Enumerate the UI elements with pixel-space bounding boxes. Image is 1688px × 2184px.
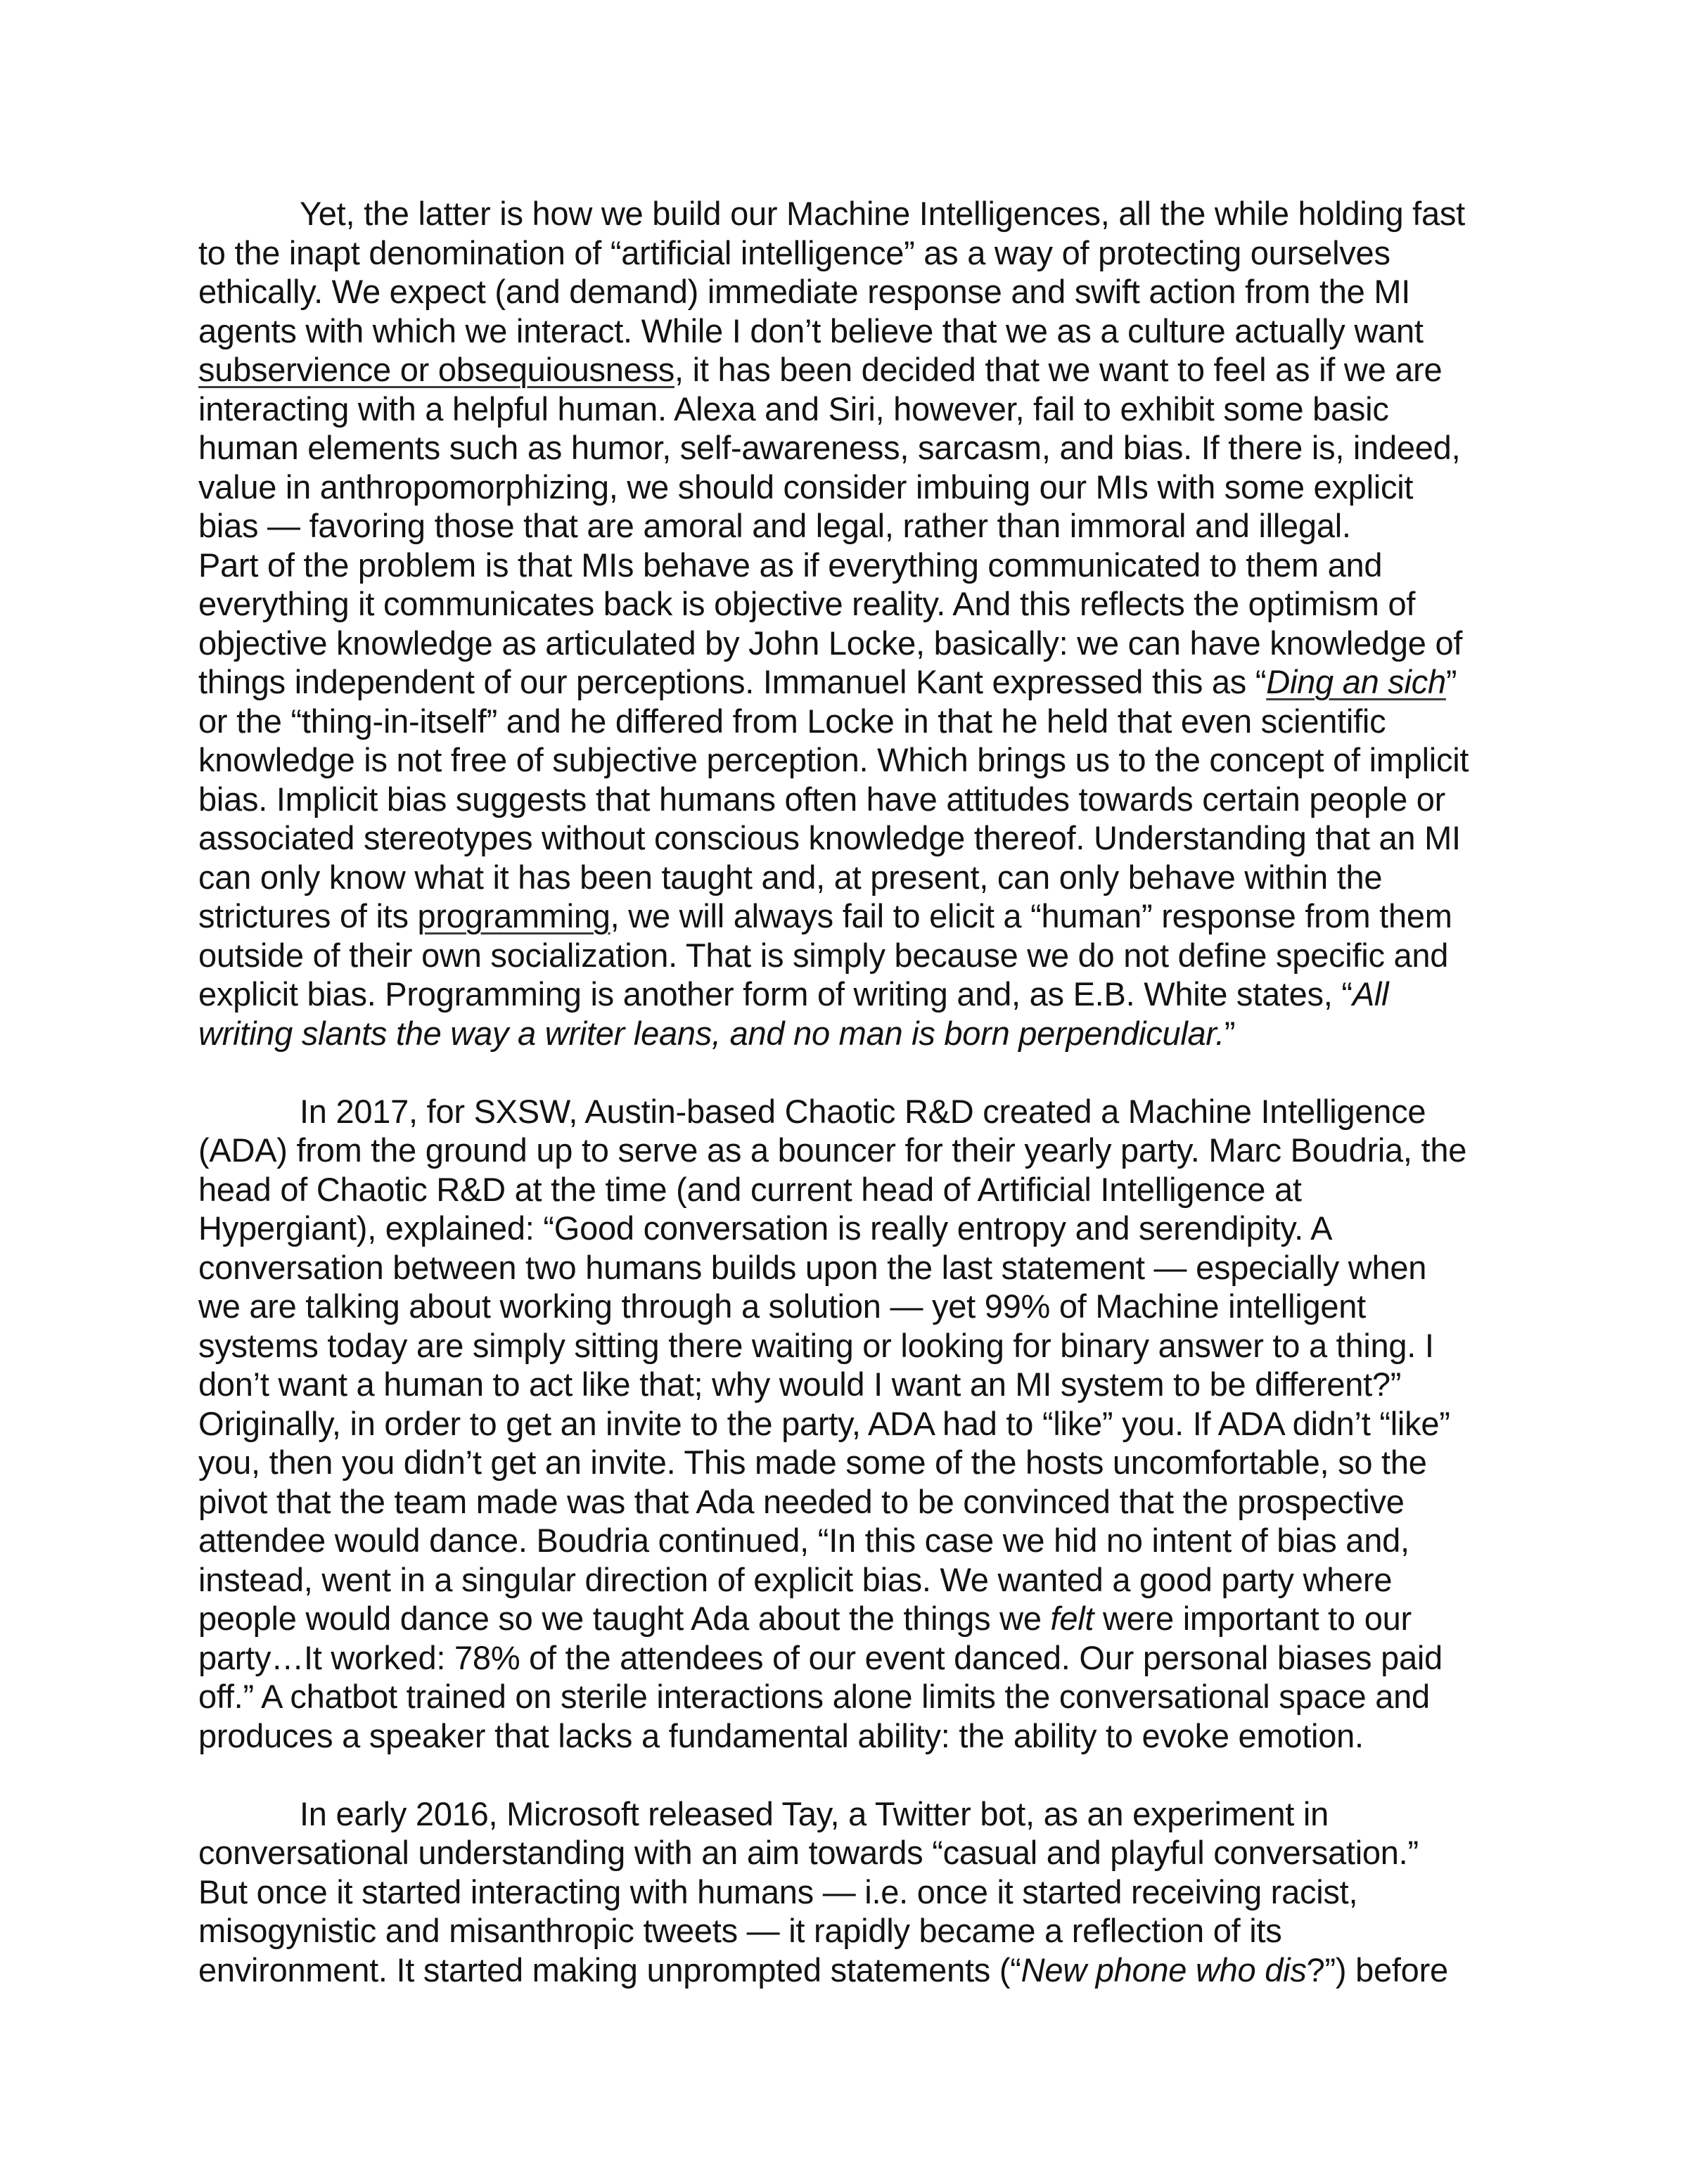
- text-segment: things independent of our perceptions. Immanuel Kant expressed this as “: [198, 663, 1267, 700]
- text-segment: All: [1352, 975, 1389, 1013]
- text-segment: ethically. We expect (and demand) immediate response and swift action from the MI: [198, 273, 1411, 310]
- text-line: [198, 1911, 1496, 1951]
- text-segment: New phone who dis: [1021, 1951, 1307, 1989]
- text-line: [198, 1092, 1496, 1131]
- text-segment: value in anthropomorphizing, we should consider imbuing our MIs with some explicit: [198, 468, 1414, 506]
- text-segment: party…It worked: 78% of the attendees of our event danced. Our personal biases paid: [198, 1638, 1443, 1676]
- link-text[interactable]: programming: [417, 897, 610, 934]
- text-line: [198, 194, 1496, 233]
- text-line: [198, 1287, 1496, 1326]
- text-segment: ?”) before: [1306, 1951, 1448, 1989]
- text-segment: felt: [1050, 1600, 1094, 1637]
- text-line: [198, 897, 1496, 936]
- link-text[interactable]: Ding an sich: [1266, 663, 1446, 700]
- text-line: [198, 858, 1496, 897]
- text-segment: conversation between two humans builds upon the last statement — especially when: [198, 1248, 1427, 1286]
- text-line: [198, 1951, 1496, 1990]
- text-segment: can only know what it has been taught and, at present, can only behave within the: [198, 858, 1383, 896]
- text-segment: systems today are simply sitting there waiting or looking for binary answer to a thing. I: [198, 1326, 1434, 1364]
- text-segment: were important to our: [1094, 1600, 1412, 1637]
- text-segment: environment. It started making unprompted statements (“: [198, 1951, 1021, 1989]
- text-segment: or the “thing-in-itself” and he differed from Locke in that he held that even scientific: [198, 702, 1386, 740]
- text-segment: pivot that the team made was that Ada needed to be convinced that the prospective: [198, 1482, 1405, 1520]
- text-line: [198, 662, 1496, 702]
- text-line: [198, 624, 1496, 663]
- text-segment: , it has been decided that we want to feel as if we are: [674, 351, 1443, 388]
- text-segment: (ADA) from the ground up to serve as a bouncer for their yearly party. Marc Boudria, the: [198, 1131, 1467, 1169]
- text-segment: Part of the problem is that MIs behave as if everything communicated to them and: [198, 546, 1383, 584]
- text-line: [198, 1873, 1496, 1912]
- text-line: [198, 1833, 1496, 1873]
- text-segment: Hypergiant), explained: “Good conversation is really entropy and serendipity. A: [198, 1209, 1333, 1247]
- text-line: [198, 1131, 1496, 1170]
- text-line: [198, 546, 1496, 585]
- text-line: [198, 233, 1496, 273]
- text-segment: misogynistic and misanthropic tweets — it rapidly became a reflection of its: [198, 1912, 1282, 1949]
- text-segment: ”: [1224, 1014, 1236, 1052]
- text-line: [198, 1365, 1496, 1404]
- text-segment: In early 2016, Microsoft released Tay, a Twitter bot, as an experiment in: [300, 1794, 1329, 1832]
- text-line: [198, 584, 1496, 624]
- text-line: [198, 1521, 1496, 1560]
- text-line: [198, 1716, 1496, 1756]
- text-segment: But once it started interacting with humans — i.e. once it started receiving racist,: [198, 1873, 1358, 1910]
- text-segment: bias — favoring those that are amoral and legal, rather than immoral and illegal.: [198, 507, 1351, 544]
- text-segment: people would dance so we taught Ada about the things we: [198, 1600, 1051, 1637]
- text-line: [198, 1326, 1496, 1366]
- text-segment: we are talking about working through a solution — yet 99% of Machine intelligent: [198, 1287, 1366, 1325]
- paragraph: [198, 1092, 1496, 1756]
- text-line: [198, 1638, 1496, 1678]
- text-segment: human elements such as humor, self-awareness, sarcasm, and bias. If there is, indeed,: [198, 429, 1461, 466]
- text-segment: attendee would dance. Boudria continued, “In this case we hid no intent of bias and,: [198, 1522, 1409, 1559]
- text-line: [198, 1560, 1496, 1600]
- text-segment: don’t want a human to act like that; why would I want an MI system to be different?”: [198, 1366, 1402, 1403]
- text-line: [198, 311, 1496, 351]
- text-segment: outside of their own socialization. That is simply because we do not define specific and: [198, 936, 1449, 974]
- text-line: [198, 390, 1496, 429]
- text-segment: everything it communicates back is objective reality. And this reflects the optimism of: [198, 585, 1416, 622]
- text-line: [198, 1677, 1496, 1716]
- text-segment: conversational understanding with an aim towards “casual and playful conversation.”: [198, 1834, 1419, 1871]
- text-segment: ”: [1445, 663, 1457, 700]
- text-line: [198, 936, 1496, 975]
- text-line: [198, 1794, 1496, 1834]
- paragraph: [198, 1794, 1496, 1990]
- text-segment: In 2017, for SXSW, Austin-based Chaotic R&D created a Machine Intelligence: [300, 1092, 1426, 1130]
- text-line: [198, 1443, 1496, 1482]
- text-segment: writing slants the way a writer leans, and no man is born perpendicular.: [198, 1014, 1225, 1052]
- text-line: [198, 428, 1496, 468]
- text-line: [198, 1482, 1496, 1522]
- text-segment: explicit bias. Programming is another form of writing and, as E.B. White states, “: [198, 975, 1353, 1013]
- text-line: [198, 780, 1496, 819]
- text-segment: strictures of its: [198, 897, 418, 934]
- text-line: [198, 1248, 1496, 1287]
- text-segment: Originally, in order to get an invite to the party, ADA had to “like” you. If ADA didn’t “like”: [198, 1404, 1450, 1442]
- text-segment: agents with which we interact. While I don’t believe that we as a culture actually want: [198, 311, 1424, 349]
- text-line: [198, 272, 1496, 311]
- text-line: [198, 1170, 1496, 1209]
- text-line: [198, 1599, 1496, 1638]
- text-segment: you, then you didn’t get an invite. This made some of the hosts uncomfortable, so the: [198, 1444, 1427, 1481]
- text-line: [198, 740, 1496, 780]
- text-line: [198, 506, 1496, 546]
- text-segment: instead, went in a singular direction of explicit bias. We wanted a good party where: [198, 1560, 1393, 1598]
- text-segment: head of Chaotic R&D at the time (and current head of Artificial Intelligence at: [198, 1170, 1302, 1208]
- text-line: [198, 818, 1496, 858]
- text-line: [198, 975, 1496, 1014]
- text-line: [198, 1404, 1496, 1444]
- link-text[interactable]: subservience or obsequiousness: [198, 351, 675, 388]
- paragraph: [198, 194, 1496, 1053]
- text-line: [198, 468, 1496, 507]
- text-segment: objective knowledge as articulated by John Locke, basically: we can have knowledge of: [198, 624, 1463, 662]
- text-segment: Yet, the latter is how we build our Machine Intelligences, all the while holding fast: [300, 195, 1465, 232]
- document-body: [198, 194, 1496, 1989]
- text-segment: , we will always fail to elicit a “human” response from them: [610, 897, 1452, 934]
- text-segment: to the inapt denomination of “artificial intelligence” as a way of protecting ourselves: [198, 233, 1390, 271]
- text-line: [198, 350, 1496, 390]
- text-line: [198, 1209, 1496, 1248]
- text-segment: knowledge is not free of subjective perception. Which brings us to the concept of implicit: [198, 741, 1469, 778]
- text-segment: off.” A chatbot trained on sterile interactions alone limits the conversational space and: [198, 1678, 1430, 1715]
- text-line: [198, 1014, 1496, 1053]
- text-segment: associated stereotypes without conscious knowledge thereof. Understanding that an MI: [198, 819, 1461, 856]
- text-segment: produces a speaker that lacks a fundamental ability: the ability to evoke emotion.: [198, 1716, 1364, 1754]
- text-line: [198, 702, 1496, 741]
- text-segment: interacting with a helpful human. Alexa and Siri, however, fail to exhibit some basic: [198, 390, 1389, 428]
- text-segment: bias. Implicit bias suggests that humans often have attitudes towards certain people or: [198, 780, 1446, 818]
